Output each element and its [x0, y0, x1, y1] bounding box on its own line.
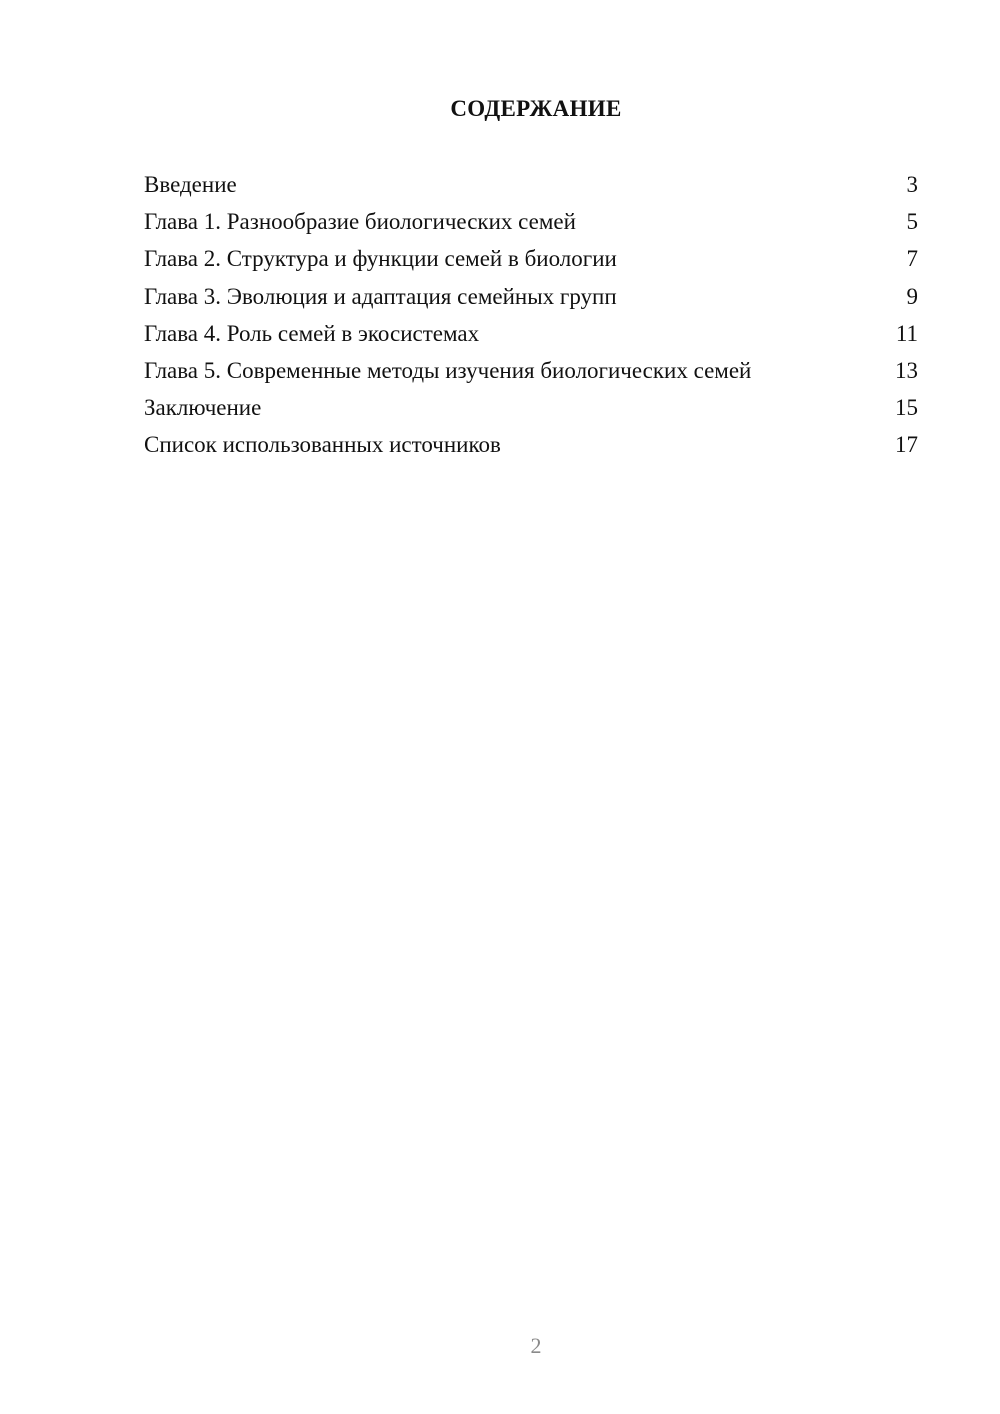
- toc-entry-label: Глава 1. Разнообразие биологических семей: [144, 209, 576, 235]
- toc-entry-label: Список использованных источников: [144, 432, 501, 458]
- toc-entry-introduction: [144, 170, 918, 207]
- toc-entry-chapter-5: [144, 356, 918, 393]
- toc-entry-page: 5: [906, 209, 918, 235]
- toc-entry-label: Глава 4. Роль семей в экосистемах: [144, 320, 480, 346]
- toc-entry-label: Введение: [144, 172, 237, 197]
- toc-entry-label: Глава 5. Современные методы изучения биологических семей: [144, 357, 752, 383]
- toc-entry-chapter-3: [144, 282, 918, 319]
- toc-entry-label: Глава 3. Эволюция и адаптация семейных групп: [144, 283, 617, 309]
- toc-entry-page: 3: [906, 172, 918, 197]
- toc-entry-references: [144, 430, 918, 467]
- toc-entry-label: Заключение: [144, 395, 262, 421]
- table-of-contents: [144, 170, 918, 468]
- toc-entry-chapter-1: [144, 207, 918, 244]
- toc-entry-page: 17: [895, 432, 918, 458]
- toc-entry-page: 7: [906, 246, 918, 272]
- toc-entry-conclusion: [144, 393, 918, 430]
- page-title: СОДЕРЖАНИЕ: [450, 96, 622, 121]
- toc-entry-page: 9: [906, 283, 918, 309]
- page-number: 2: [530, 1333, 542, 1358]
- toc-entry-page: 15: [895, 395, 918, 421]
- toc-entry-page: 13: [895, 357, 918, 383]
- toc-entry-page: 11: [895, 320, 918, 346]
- toc-entry-label: Глава 2. Структура и функции семей в биологии: [144, 246, 617, 272]
- toc-entry-chapter-2: [144, 244, 918, 281]
- toc-entry-chapter-4: [144, 319, 918, 356]
